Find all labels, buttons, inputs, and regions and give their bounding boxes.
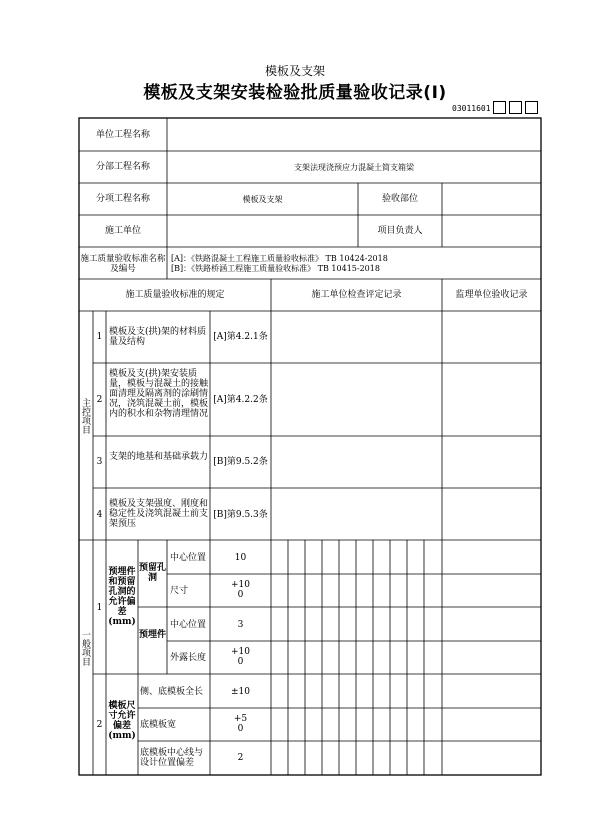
standard-line-1: [A]：《铁路混凝土工程施工质量验收标准》 TB 10424-2018 (171, 254, 388, 263)
embed-label: 预埋件 (139, 630, 167, 640)
tolerance-value: 2 (237, 753, 244, 763)
tolerance-value: ±10 (231, 687, 250, 697)
main-item-text: 模板及支架强度、刚度和稳定性及浇筑混凝土前支架预压 (109, 499, 209, 529)
tolerance-item: 侧、底模板全长 (140, 687, 204, 697)
main-item-no: 2 (96, 395, 103, 405)
general-group1-no: 1 (96, 603, 103, 613)
general-group2-no: 2 (96, 720, 103, 730)
page-subtitle: 模板及支架 (264, 64, 325, 78)
unit-project-label: 单位工程名称 (95, 130, 150, 140)
tolerance-value: +10 0 (231, 580, 250, 600)
tolerance-value: 10 (234, 553, 247, 563)
tolerance-item: 底模板宽 (140, 720, 177, 730)
contractor-label: 施工单位 (104, 226, 141, 236)
general-group2-label: 模板尺寸允许偏差(mm) (108, 701, 136, 741)
tolerance-item: 中心位置 (170, 620, 207, 630)
main-item-text: 模板及支(拱)架的材料质量及结构 (109, 327, 207, 347)
main-item-ref: [A]第4.2.2条 (213, 395, 268, 405)
main-item-text: 模板及支(拱)架安装质量，模板与混凝土的接触面清理及隔离剂的涂刷情况，浇筑混凝土前，模板内的积水和杂物清理情况 (109, 369, 209, 419)
hole-label: 预留孔洞 (139, 563, 167, 583)
form-code: 03011601 (452, 104, 491, 113)
main-item-no: 3 (96, 457, 103, 467)
col-contractor-header: 施工单位检查评定记录 (311, 290, 402, 300)
division-label: 分部工程名称 (95, 162, 150, 172)
tolerance-item: 中心位置 (170, 553, 207, 563)
col-spec-header: 施工质量验收标准的规定 (125, 290, 225, 300)
tolerance-value: 3 (237, 620, 244, 630)
main-item-no: 1 (96, 332, 103, 342)
item-label: 分项工程名称 (95, 194, 150, 204)
tolerance-value: +10 0 (231, 647, 250, 667)
division-value[interactable]: 支架法现浇预应力混凝土简支箱梁 (294, 163, 414, 172)
main-item-text: 支架的地基和基础承载力 (109, 452, 209, 462)
tolerance-item: 尺寸 (170, 586, 189, 596)
col-supervisor-header: 监理单位验收记录 (455, 290, 528, 300)
standard-line-2: [B]：《铁路桥涵工程施工质量验收标准》 TB 10415-2018 (171, 264, 380, 273)
project-lead-label: 项目负责人 (377, 226, 423, 236)
general-label: 一般项目 (80, 630, 90, 666)
main-control-label: 主控项目 (80, 398, 90, 434)
tolerance-value: +5 0 (233, 714, 248, 734)
tolerance-item: 外露长度 (170, 653, 207, 663)
tolerance-item: 底模板中心线与设计位置偏差 (140, 748, 204, 768)
item-value[interactable]: 模板及支架 (242, 195, 283, 204)
page-title: 模板及支架安装检验批质量验收记录(Ⅰ) (143, 83, 447, 103)
main-item-ref: [B]第9.5.3条 (213, 510, 268, 520)
accept-part-label: 验收部位 (381, 194, 418, 204)
standard-label: 施工质量验收标准名称及编号 (80, 254, 166, 274)
general-group1-label: 预埋件和预留孔洞的允许偏差(mm) (108, 567, 136, 627)
main-item-ref: [A]第4.2.1条 (213, 332, 268, 342)
main-item-ref: [B]第9.5.2条 (213, 457, 268, 467)
main-item-no: 4 (96, 510, 103, 520)
